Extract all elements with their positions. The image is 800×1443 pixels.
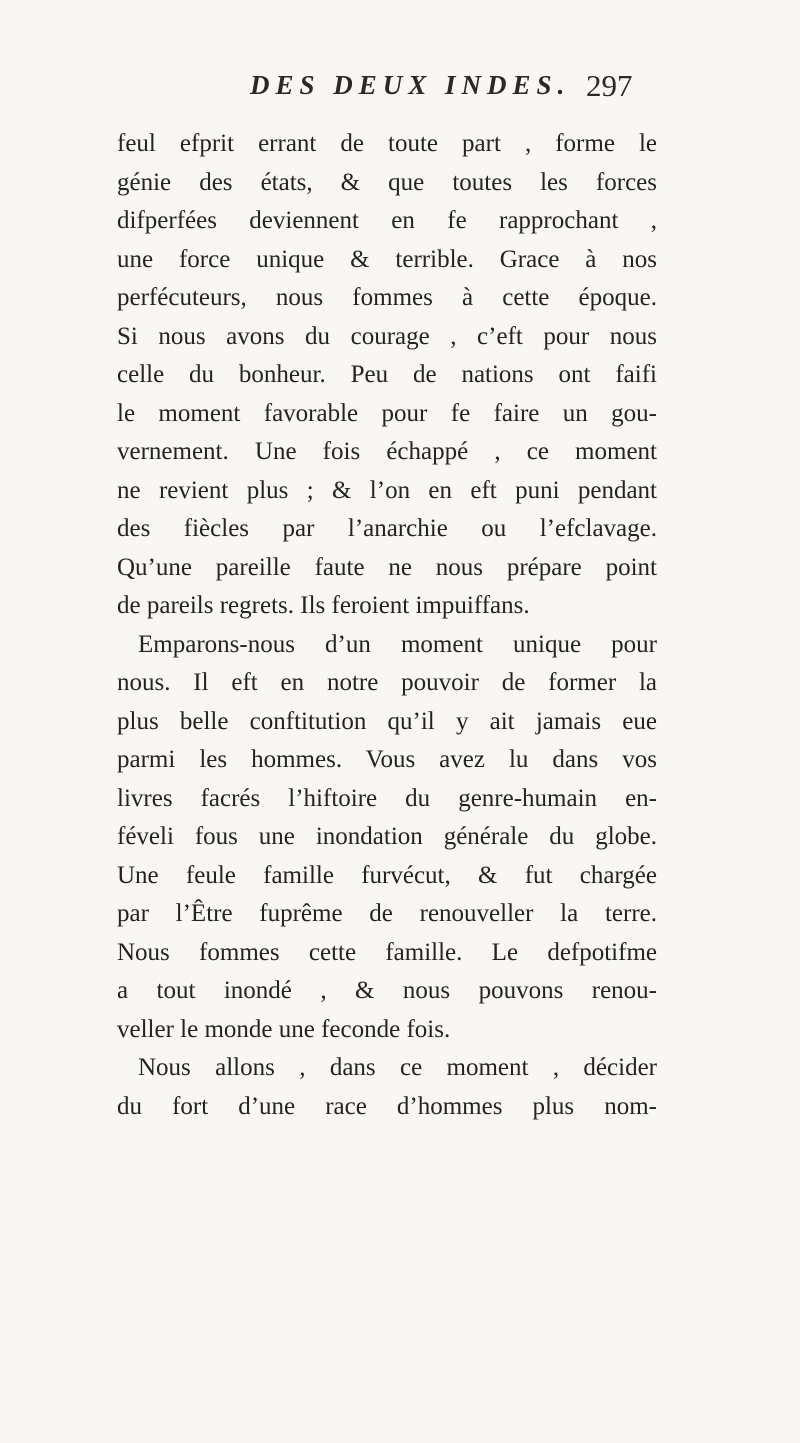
text-line: une force unique & terrible. Grace à nos (117, 245, 657, 273)
text-line: difperfées deviennent en fe rapprochant , (117, 207, 657, 234)
text-line: de pareils regrets. Ils feroient impuiffans. (117, 592, 530, 619)
text-line: veller le monde une feconde fois. (117, 1015, 451, 1043)
text-line: celle du bonheur. Peu de nations ont faifi (117, 361, 657, 388)
text-line: livres facrés l’hiftoire du genre-humain en- (117, 784, 657, 812)
text-line: a tout inondé , & nous pouvons renou- (117, 977, 657, 1004)
text-line: nous. Il eft en notre pouvoir de former la (117, 669, 657, 696)
body-text (117, 125, 657, 1126)
text-line: Nous allons , dans ce moment , décider (138, 1054, 657, 1081)
text-line: Qu’une pareille faute ne nous prépare point (117, 553, 657, 581)
text-line: vernement. Une fois échappé , ce moment (117, 438, 657, 465)
text-line: feul efprit errant de toute part , forme le (117, 130, 657, 157)
text-line: perfécuteurs, nous fommes à cette époque. (117, 284, 657, 311)
page-number: 297 (586, 68, 633, 103)
text-line: ne revient plus ; & l’on en eft puni pendant (117, 476, 657, 504)
text-line: Nous fommes cette famille. Le defpotifme (117, 938, 657, 966)
text-line: du fort d’une race d’hommes plus nom- (117, 1092, 657, 1120)
running-title: DES DEUX INDES. (250, 70, 571, 100)
text-line: Emparons-nous d’un moment unique pour (138, 630, 657, 658)
text-line: le moment favorable pour fe faire un gou- (117, 399, 657, 427)
text-line: Si nous avons du courage , c’eft pour nous (117, 322, 657, 350)
text-line: parmi les hommes. Vous avez lu dans vos (117, 746, 657, 773)
text-line: féveli fous une inondation générale du globe. (117, 823, 657, 850)
text-line: Une feule famille furvécut, & fut chargée (117, 861, 657, 889)
text-line: plus belle conftitution qu’il y ait jamais eue (117, 707, 657, 735)
text-line: des fiècles par l’anarchie ou l’efclavage. (117, 515, 657, 542)
text-line: par l’Être fuprême de renouveller la terre. (117, 900, 657, 927)
running-head (0, 66, 800, 112)
text-line: génie des états, & que toutes les forces (117, 168, 657, 196)
